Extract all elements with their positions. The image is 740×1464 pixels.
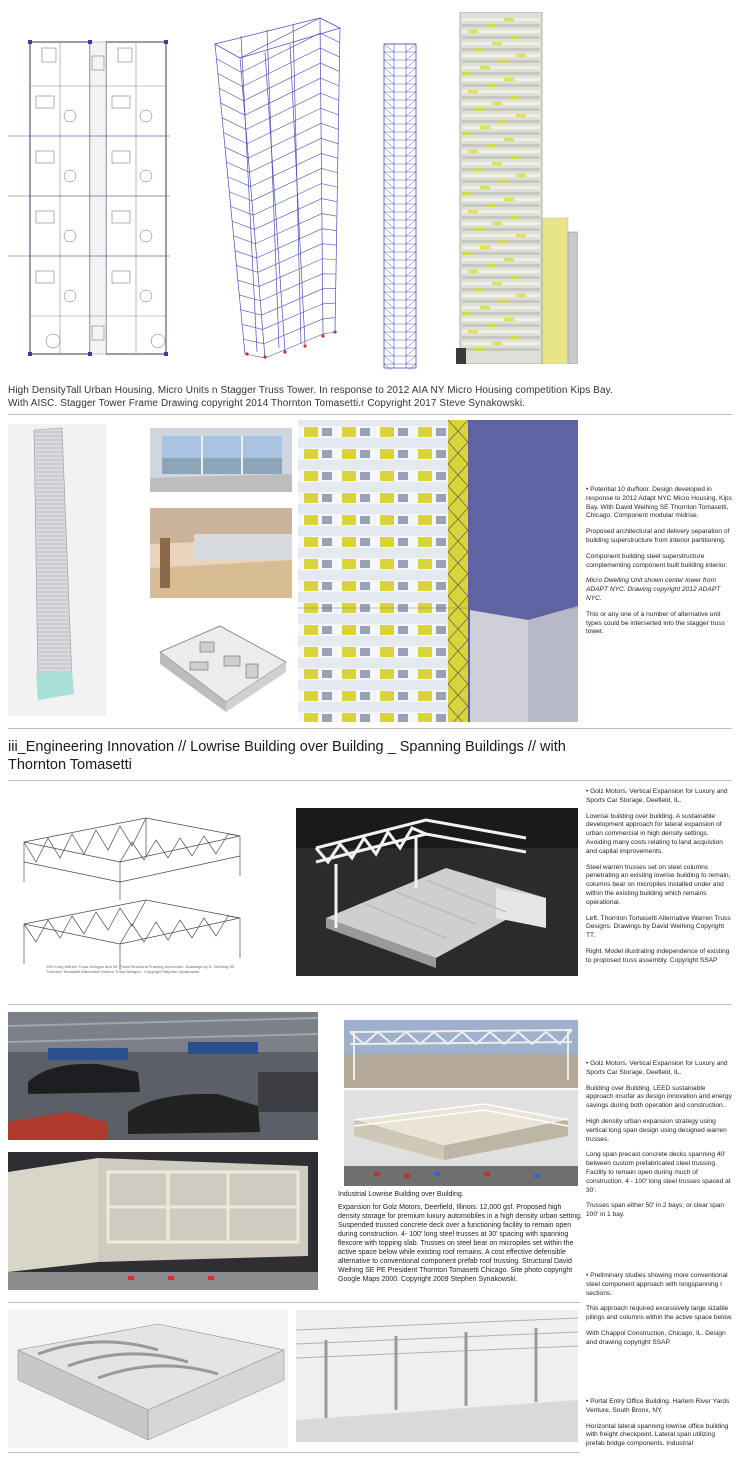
note: Trusses span either 50' in 2 bays; or clear span 100' in 1 bay.	[586, 1202, 725, 1219]
note: Lowrise building over building. A sustainable development approach for lateral expansion of urban commercial in high density settings. Avoiding many costs relating to land acquistion and capital improvements.	[586, 812, 723, 855]
note: • Potential 10 du/floor. Design developed in response to 2012 Adapt NYC Micro Housing, Kips Bay. With David Weihing SE Thornton Tomasetti, Chicago. Component modular midrise.	[586, 486, 732, 520]
note: • Golz Motors. Vertical Expansion for Luxury and Sports Car Storage, Deefield, IL.	[586, 1060, 728, 1076]
note: • Golz Motors. Vertical Expansion for Luxury and Sports Car Storage, Deefield, IL.	[586, 788, 728, 804]
section-heading: iii_Engineering Innovation // Lowrise Building over Building _ Spanning Buildings // with Thornton Tomasetti	[8, 739, 566, 773]
divider	[8, 1302, 580, 1303]
note: Left. Thornton Tomasetti Alternative Warren Truss Designs. Drawings by David Weihing Copyright TT.	[586, 914, 731, 940]
floor-plan-drawing	[8, 36, 170, 362]
note: This or any one of a number of alternative unit types could be interserted into the stagger truss tower.	[586, 610, 725, 636]
note: High density urban expansion strategy using vertical long span design using designed warren trusses.	[586, 1117, 727, 1143]
divider	[8, 1452, 580, 1453]
note: Component building steel superstructure complementing component built building interior.	[586, 552, 728, 569]
section4-notes	[586, 1060, 734, 1227]
note: Long span precast concrete decks spanning 40' between custom prefabricated steel trussing. Facility to remain open during much of construction. 4 - 100' long steel trusses spaced at 30'.	[586, 1151, 731, 1194]
note: Proposed architectural and delivery separation of building superstructure from interior partitioning.	[586, 528, 730, 544]
caption-body: Expansion for Golz Motors, Deerfield, Illinois. 12,000 gsf. Proposed high density storage for premium luxury automobiles in a high density urban setting. Suspended trussed concrete deck over a functioning facility to remain open during construction. 4- 100' long steel trusses at 30' spacing with spanning flexcore with topping slab. Trusses on steel bear on micropiles set within the active space below while existing roof remains. A cost effective defensible alternative to conventional component prefab roof trussing. Structural David Weihing SE PE President Thornton Tomasetti Chicago. Site photo copyright Google Maps 2000. Copyright 2009 Stephen Synakowski.	[338, 1204, 582, 1283]
caption-line-2: With AISC. Stagger Tower Frame Drawing copyright 2014 Thornton Tomasetti.r Copyright 2017 Steve Synakowski.	[8, 398, 526, 409]
stagger-truss-frame-drawing	[205, 14, 345, 360]
micro-unit-axonometric	[150, 612, 292, 716]
interior-window-render	[150, 428, 292, 492]
tower-facade-render	[298, 420, 578, 722]
section2-notes	[586, 486, 734, 644]
section4-caption	[338, 1190, 582, 1284]
divider	[8, 728, 732, 729]
warren-truss-drawings	[16, 812, 242, 974]
interior-room-render	[150, 508, 292, 598]
section1-caption	[8, 384, 732, 410]
note: Right. Model illustrating independence of existing to proposed truss assembly. Copyright SSAP	[586, 947, 730, 964]
tower-perspective-render	[8, 424, 106, 716]
tower-elevation-render	[456, 12, 578, 364]
section5-notes	[586, 1272, 734, 1355]
truss-elevation-model	[344, 1020, 578, 1088]
note	[586, 577, 734, 603]
divider	[8, 414, 732, 415]
truss-over-building-model	[344, 1090, 578, 1186]
note-text: Micro Dwelling Unit shown center lower from ADAPT NYC. Drawing copyright 2012 ADAPT NYC.	[586, 577, 721, 602]
divider	[8, 780, 732, 781]
truss-drawing-caption: 100' Long Warren Truss Designs and 50' Portal Structural Framing Schematic. Drawings by D. Weihing SE, Thornton Tomasetti Alternative Warren Truss Designs - Copyright Stephen Synakowski	[46, 964, 236, 974]
note: Steel warren trusses set on steel columns penetrating an existing lowrise building to remain, columns bear on micropiles installed under and within the existing building which remains operational.	[586, 863, 731, 906]
longspan-study-render	[8, 1310, 288, 1448]
divider	[8, 1004, 732, 1005]
note: With Chappol Construction, Chicago, IL. Design and drawing copyright SSAP.	[586, 1329, 726, 1346]
caption-line-1: High DensityTall Urban Housing. Micro Units n Stagger Truss Tower. In response to 2012 AIA NY Micro Housing competition Kips Bay.	[8, 385, 613, 396]
note: • Portal Entry Office Building. Harlem River Yards Venture, South Bronx, NY.	[586, 1398, 730, 1414]
slender-frame-tower-drawing	[380, 42, 420, 370]
truss-model-photo	[296, 808, 578, 976]
lowrise-model-photo	[8, 1152, 318, 1290]
note: • Preliminary studies showing more conventional steel component approach with longspanning I sections.	[586, 1272, 728, 1297]
note: Building over Building. LEED sustainable approach insofar as design innovation and energy savings during both operation and construction..	[586, 1084, 732, 1110]
caption-title: Industrial Lowrise Building over Building.	[338, 1191, 464, 1198]
note: This approach required excessively large sizable pilings and columns within the active space below.	[586, 1305, 733, 1322]
note: Horizontal lateral spanning lowrise office building with freight checkpoint. Lateral span utilizing prefab bridge components. Industrial	[586, 1422, 729, 1448]
car-storage-interior-photo	[8, 1012, 318, 1140]
longspan-interior-render	[296, 1310, 578, 1442]
section3-notes	[586, 788, 734, 973]
section6-notes	[586, 1398, 734, 1456]
